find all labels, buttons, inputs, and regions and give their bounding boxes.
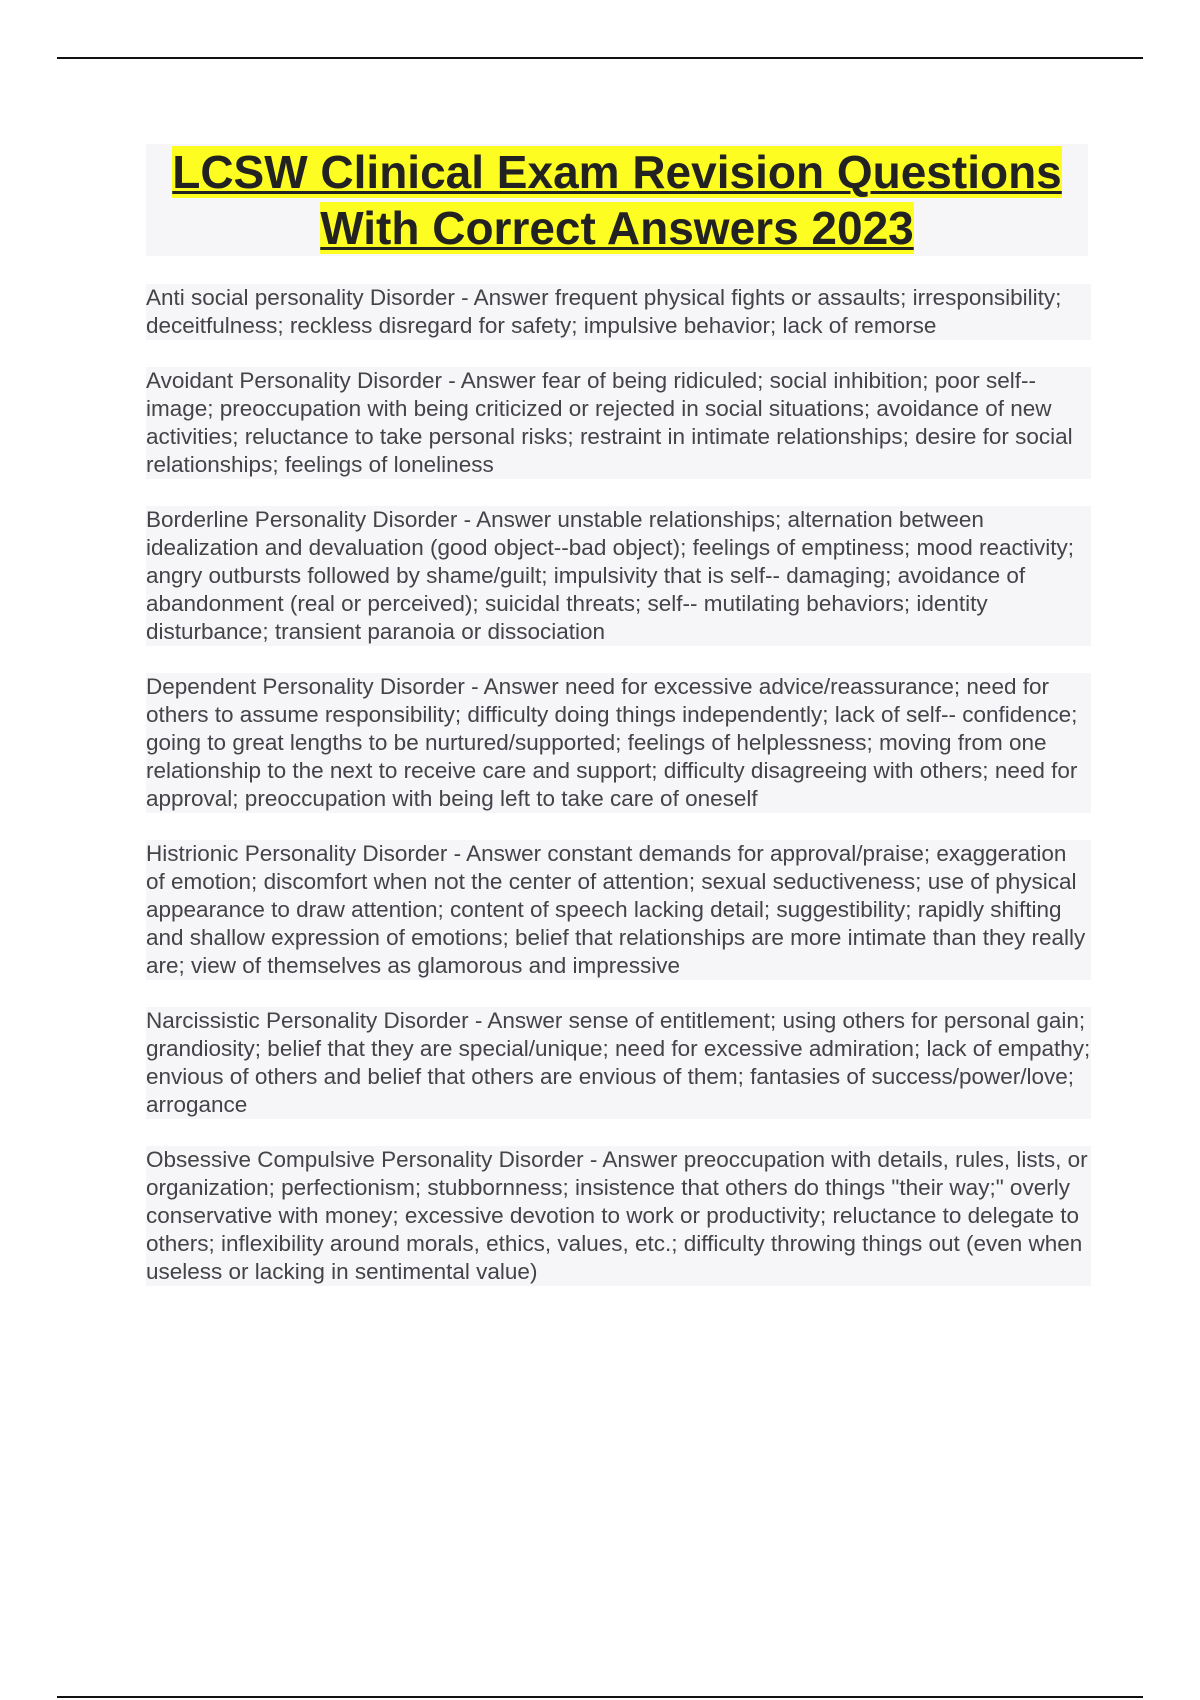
title-line-2: [146, 200, 1088, 256]
qa-entry-borderline: Borderline Personality Disorder - Answer unstable relationships; alternation between idealization and devaluation (good object--bad object); feelings of emptiness; mood reactivity; angry outbursts followed by shame/guilt; impulsivity that is self-- damaging; avoidance of abandonment (real or perceived); suicidal threats; self-- mutilating behaviors; identity disturbance; transient paranoia or dissociation: [146, 506, 1091, 646]
document-title: [146, 144, 1088, 256]
qa-entry-dependent: Dependent Personality Disorder - Answer need for excessive advice/reassurance; need for others to assume responsibility; difficulty doing things independently; lack of self-- confidence; going to great lengths to be nurtured/supported; feelings of helplessness; moving from one relationship to the next to receive care and support; difficulty disagreeing with others; need for approval; preoccupation with being left to take care of oneself: [146, 673, 1091, 813]
bottom-rule: [57, 1696, 1143, 1698]
title-line-1: [146, 144, 1088, 200]
qa-entry-antisocial: Anti social personality Disorder - Answer frequent physical fights or assaults; irresponsibility; deceitfulness; reckless disregard for safety; impulsive behavior; lack of remorse: [146, 284, 1091, 340]
qa-entry-narcissistic: Narcissistic Personality Disorder - Answer sense of entitlement; using others for personal gain; grandiosity; belief that they are special/unique; need for excessive admiration; lack of empathy; envious of others and belief that others are envious of them; fantasies of success/power/love; arrogance: [146, 1008, 1091, 1117]
title-line-2-text: With Correct Answers 2023: [320, 202, 914, 254]
qa-list: [146, 284, 1091, 1313]
top-rule: [57, 57, 1143, 59]
qa-entry-obsessive-compulsive: Obsessive Compulsive Personality Disorder - Answer preoccupation with details, rules, lists, or organization; perfectionism; stubbornness; insistence that others do things "their way;" overly conservative with money; excessive devotion to work or productivity; reluctance to delegate to others; inflexibility around morals, ethics, values, etc.; difficulty throwing things out (even when useless or lacking in sentimental value): [146, 1146, 1091, 1286]
qa-entry-histrionic: Histrionic Personality Disorder - Answer constant demands for approval/praise; exaggeration of emotion; discomfort when not the center of attention; sexual seductiveness; use of physical appearance to draw attention; content of speech lacking detail; suggestibility; rapidly shifting and shallow expression of emotions; belief that relationships are more intimate than they really are; view of themselves as glamorous and impressive: [146, 840, 1091, 980]
title-line-1-text: LCSW Clinical Exam Revision Questions: [172, 146, 1062, 198]
qa-entry-avoidant: Avoidant Personality Disorder - Answer fear of being ridiculed; social inhibition; poor self-- image; preoccupation with being criticized or rejected in social situations; avoidance of new activities; reluctance to take personal risks; restraint in intimate relationships; desire for social relationships; feelings of loneliness: [146, 367, 1091, 479]
